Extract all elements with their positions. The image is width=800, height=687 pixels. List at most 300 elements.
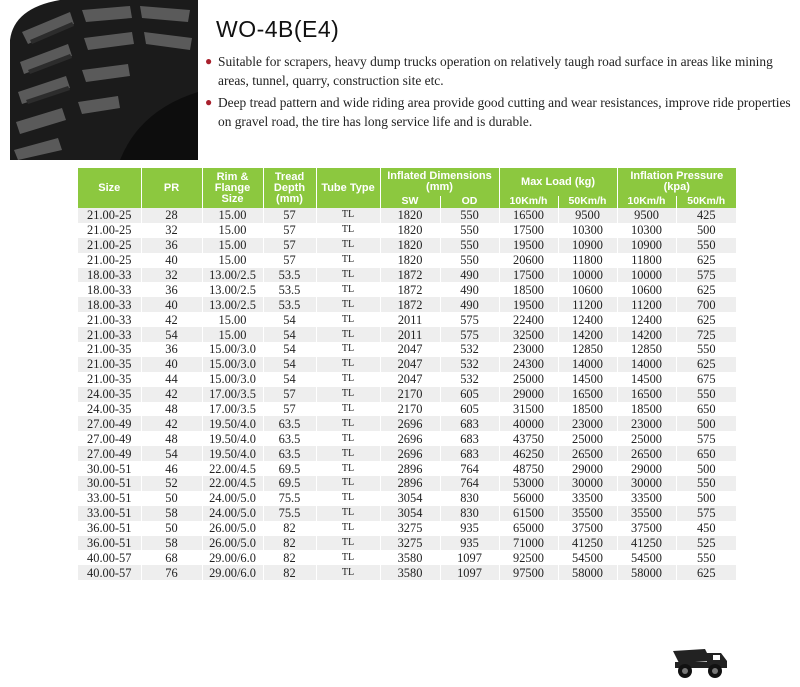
cell-tube: TL bbox=[316, 372, 380, 387]
cell-pr: 36 bbox=[141, 342, 202, 357]
cell-pressure-10: 18500 bbox=[617, 402, 676, 417]
cell-load-50: 30000 bbox=[558, 476, 617, 491]
cell-tread: 69.5 bbox=[263, 476, 316, 491]
cell-pressure-10: 35500 bbox=[617, 506, 676, 521]
cell-size: 40.00-57 bbox=[78, 565, 141, 580]
cell-tread: 75.5 bbox=[263, 506, 316, 521]
cell-sw: 1872 bbox=[380, 297, 440, 312]
cell-pressure-10: 9500 bbox=[617, 208, 676, 223]
cell-rim: 24.00/5.0 bbox=[202, 491, 263, 506]
cell-sw: 3054 bbox=[380, 506, 440, 521]
cell-load-10: 17500 bbox=[499, 268, 558, 283]
cell-sw: 2170 bbox=[380, 387, 440, 402]
cell-od: 550 bbox=[440, 208, 499, 223]
cell-load-10: 32500 bbox=[499, 327, 558, 342]
cell-sw: 1820 bbox=[380, 253, 440, 268]
cell-rim: 15.00 bbox=[202, 253, 263, 268]
cell-pr: 76 bbox=[141, 565, 202, 580]
cell-od: 532 bbox=[440, 357, 499, 372]
cell-tread: 53.5 bbox=[263, 282, 316, 297]
cell-load-50: 35500 bbox=[558, 506, 617, 521]
cell-size: 21.00-25 bbox=[78, 208, 141, 223]
cell-sw: 2696 bbox=[380, 416, 440, 431]
cell-pressure-50: 625 bbox=[676, 312, 736, 327]
cell-load-50: 25000 bbox=[558, 431, 617, 446]
cell-sw: 3275 bbox=[380, 536, 440, 551]
table-row bbox=[78, 297, 736, 312]
cell-pr: 50 bbox=[141, 521, 202, 536]
cell-tube: TL bbox=[316, 402, 380, 417]
cell-tube: TL bbox=[316, 342, 380, 357]
cell-tread: 82 bbox=[263, 521, 316, 536]
cell-pr: 48 bbox=[141, 402, 202, 417]
cell-load-50: 10300 bbox=[558, 223, 617, 238]
header-inflation-pressure: Inflation Pressure (kpa) bbox=[617, 168, 736, 196]
cell-od: 490 bbox=[440, 268, 499, 283]
cell-sw: 1872 bbox=[380, 282, 440, 297]
cell-load-10: 65000 bbox=[499, 521, 558, 536]
cell-tread: 54 bbox=[263, 357, 316, 372]
cell-size: 36.00-51 bbox=[78, 536, 141, 551]
header-max-load: Max Load (kg) bbox=[499, 168, 617, 196]
cell-od: 935 bbox=[440, 536, 499, 551]
cell-tread: 57 bbox=[263, 253, 316, 268]
cell-pr: 46 bbox=[141, 461, 202, 476]
cell-pressure-10: 54500 bbox=[617, 550, 676, 565]
cell-tread: 82 bbox=[263, 550, 316, 565]
cell-pressure-50: 500 bbox=[676, 416, 736, 431]
cell-load-50: 10900 bbox=[558, 238, 617, 253]
cell-pr: 40 bbox=[141, 357, 202, 372]
cell-rim: 15.00/3.0 bbox=[202, 342, 263, 357]
table-row bbox=[78, 223, 736, 238]
header-load-10: 10Km/h bbox=[499, 196, 558, 208]
feature-item bbox=[203, 93, 799, 131]
cell-pressure-10: 10600 bbox=[617, 282, 676, 297]
cell-tube: TL bbox=[316, 357, 380, 372]
cell-rim: 29.00/6.0 bbox=[202, 565, 263, 580]
cell-load-10: 23000 bbox=[499, 342, 558, 357]
table-row bbox=[78, 387, 736, 402]
cell-rim: 29.00/6.0 bbox=[202, 550, 263, 565]
cell-load-10: 20600 bbox=[499, 253, 558, 268]
cell-tread: 57 bbox=[263, 223, 316, 238]
cell-pr: 36 bbox=[141, 238, 202, 253]
cell-size: 27.00-49 bbox=[78, 431, 141, 446]
cell-load-10: 61500 bbox=[499, 506, 558, 521]
cell-size: 21.00-35 bbox=[78, 357, 141, 372]
cell-pressure-10: 14000 bbox=[617, 357, 676, 372]
cell-size: 18.00-33 bbox=[78, 282, 141, 297]
cell-load-50: 41250 bbox=[558, 536, 617, 551]
cell-pressure-50: 450 bbox=[676, 521, 736, 536]
table-row bbox=[78, 253, 736, 268]
cell-sw: 2047 bbox=[380, 357, 440, 372]
cell-tube: TL bbox=[316, 238, 380, 253]
cell-load-50: 23000 bbox=[558, 416, 617, 431]
cell-size: 21.00-25 bbox=[78, 223, 141, 238]
cell-pressure-50: 550 bbox=[676, 550, 736, 565]
header-size: Size bbox=[78, 168, 141, 208]
cell-pressure-10: 30000 bbox=[617, 476, 676, 491]
cell-od: 550 bbox=[440, 223, 499, 238]
product-title: WO-4B(E4) bbox=[216, 16, 340, 42]
cell-od: 575 bbox=[440, 327, 499, 342]
feature-item bbox=[203, 52, 799, 90]
cell-load-10: 40000 bbox=[499, 416, 558, 431]
cell-pressure-10: 23000 bbox=[617, 416, 676, 431]
cell-sw: 2896 bbox=[380, 461, 440, 476]
cell-od: 532 bbox=[440, 342, 499, 357]
dump-truck-icon bbox=[671, 645, 731, 679]
cell-load-10: 18500 bbox=[499, 282, 558, 297]
cell-rim: 26.00/5.0 bbox=[202, 536, 263, 551]
cell-tube: TL bbox=[316, 208, 380, 223]
cell-od: 490 bbox=[440, 297, 499, 312]
cell-load-10: 19500 bbox=[499, 238, 558, 253]
cell-load-50: 12400 bbox=[558, 312, 617, 327]
cell-sw: 2047 bbox=[380, 342, 440, 357]
cell-rim: 13.00/2.5 bbox=[202, 297, 263, 312]
cell-load-50: 10600 bbox=[558, 282, 617, 297]
cell-load-50: 58000 bbox=[558, 565, 617, 580]
cell-pressure-50: 500 bbox=[676, 223, 736, 238]
bullet-icon: ● bbox=[205, 95, 213, 109]
cell-pressure-10: 14200 bbox=[617, 327, 676, 342]
cell-sw: 3275 bbox=[380, 521, 440, 536]
cell-load-10: 31500 bbox=[499, 402, 558, 417]
cell-size: 21.00-33 bbox=[78, 327, 141, 342]
cell-size: 21.00-25 bbox=[78, 253, 141, 268]
cell-load-10: 19500 bbox=[499, 297, 558, 312]
cell-sw: 2011 bbox=[380, 312, 440, 327]
cell-pressure-50: 550 bbox=[676, 238, 736, 253]
header-load-50: 50Km/h bbox=[558, 196, 617, 208]
header-dimensions: Inflated Dimensions (mm) bbox=[380, 168, 499, 196]
cell-tube: TL bbox=[316, 550, 380, 565]
cell-sw: 2696 bbox=[380, 431, 440, 446]
cell-sw: 2696 bbox=[380, 446, 440, 461]
feature-text: Suitable for scrapers, heavy dump trucks operation on relatively taugh road surface in areas like mining areas, tunnel, quarry, construction site etc. bbox=[218, 54, 773, 88]
cell-od: 935 bbox=[440, 521, 499, 536]
cell-tube: TL bbox=[316, 431, 380, 446]
cell-sw: 3054 bbox=[380, 491, 440, 506]
cell-pressure-50: 550 bbox=[676, 342, 736, 357]
cell-pressure-10: 10000 bbox=[617, 268, 676, 283]
cell-size: 24.00-35 bbox=[78, 387, 141, 402]
cell-tread: 75.5 bbox=[263, 491, 316, 506]
cell-tube: TL bbox=[316, 268, 380, 283]
table-row bbox=[78, 327, 736, 342]
header-tube: Tube Type bbox=[316, 168, 380, 208]
cell-pr: 68 bbox=[141, 550, 202, 565]
cell-tube: TL bbox=[316, 223, 380, 238]
cell-tread: 57 bbox=[263, 387, 316, 402]
spec-table-body bbox=[78, 208, 736, 580]
table-row bbox=[78, 565, 736, 580]
cell-sw: 1820 bbox=[380, 223, 440, 238]
cell-pressure-50: 575 bbox=[676, 268, 736, 283]
cell-pr: 42 bbox=[141, 387, 202, 402]
header-sw: SW bbox=[380, 196, 440, 208]
cell-tread: 63.5 bbox=[263, 431, 316, 446]
cell-tread: 54 bbox=[263, 342, 316, 357]
cell-od: 683 bbox=[440, 446, 499, 461]
cell-size: 21.00-25 bbox=[78, 238, 141, 253]
cell-sw: 2047 bbox=[380, 372, 440, 387]
cell-pressure-50: 625 bbox=[676, 253, 736, 268]
cell-tube: TL bbox=[316, 536, 380, 551]
cell-od: 605 bbox=[440, 402, 499, 417]
cell-tube: TL bbox=[316, 282, 380, 297]
table-row bbox=[78, 506, 736, 521]
table-row bbox=[78, 208, 736, 223]
table-row bbox=[78, 372, 736, 387]
header-pressure-50: 50Km/h bbox=[676, 196, 736, 208]
table-row bbox=[78, 268, 736, 283]
cell-pressure-50: 525 bbox=[676, 536, 736, 551]
cell-load-10: 16500 bbox=[499, 208, 558, 223]
cell-rim: 15.00 bbox=[202, 312, 263, 327]
cell-load-10: 46250 bbox=[499, 446, 558, 461]
cell-sw: 2170 bbox=[380, 402, 440, 417]
header-od: OD bbox=[440, 196, 499, 208]
cell-sw: 2896 bbox=[380, 476, 440, 491]
cell-sw: 1820 bbox=[380, 208, 440, 223]
cell-tube: TL bbox=[316, 446, 380, 461]
cell-rim: 13.00/2.5 bbox=[202, 268, 263, 283]
cell-size: 27.00-49 bbox=[78, 416, 141, 431]
cell-tube: TL bbox=[316, 387, 380, 402]
table-row bbox=[78, 521, 736, 536]
table-row bbox=[78, 491, 736, 506]
cell-pressure-10: 12850 bbox=[617, 342, 676, 357]
cell-od: 830 bbox=[440, 491, 499, 506]
cell-tube: TL bbox=[316, 491, 380, 506]
cell-pr: 40 bbox=[141, 253, 202, 268]
table-row bbox=[78, 446, 736, 461]
header-rim: Rim & Flange Size bbox=[202, 168, 263, 208]
cell-load-50: 14000 bbox=[558, 357, 617, 372]
cell-tread: 53.5 bbox=[263, 268, 316, 283]
cell-sw: 1820 bbox=[380, 238, 440, 253]
table-row bbox=[78, 282, 736, 297]
cell-pressure-50: 725 bbox=[676, 327, 736, 342]
cell-load-10: 43750 bbox=[499, 431, 558, 446]
cell-pressure-10: 11800 bbox=[617, 253, 676, 268]
cell-od: 605 bbox=[440, 387, 499, 402]
cell-size: 40.00-57 bbox=[78, 550, 141, 565]
cell-rim: 19.50/4.0 bbox=[202, 416, 263, 431]
cell-tread: 63.5 bbox=[263, 446, 316, 461]
cell-pressure-50: 500 bbox=[676, 491, 736, 506]
cell-od: 683 bbox=[440, 416, 499, 431]
cell-od: 550 bbox=[440, 253, 499, 268]
cell-rim: 19.50/4.0 bbox=[202, 446, 263, 461]
table-row bbox=[78, 416, 736, 431]
cell-od: 1097 bbox=[440, 550, 499, 565]
cell-tread: 54 bbox=[263, 312, 316, 327]
cell-od: 683 bbox=[440, 431, 499, 446]
cell-load-50: 16500 bbox=[558, 387, 617, 402]
header-tread: Tread Depth (mm) bbox=[263, 168, 316, 208]
cell-load-50: 14500 bbox=[558, 372, 617, 387]
cell-pr: 36 bbox=[141, 282, 202, 297]
cell-rim: 24.00/5.0 bbox=[202, 506, 263, 521]
cell-pressure-10: 25000 bbox=[617, 431, 676, 446]
cell-size: 27.00-49 bbox=[78, 446, 141, 461]
cell-size: 24.00-35 bbox=[78, 402, 141, 417]
cell-tread: 82 bbox=[263, 565, 316, 580]
cell-tread: 57 bbox=[263, 208, 316, 223]
cell-pressure-10: 29000 bbox=[617, 461, 676, 476]
cell-pressure-10: 33500 bbox=[617, 491, 676, 506]
cell-load-50: 29000 bbox=[558, 461, 617, 476]
table-row bbox=[78, 431, 736, 446]
cell-pr: 44 bbox=[141, 372, 202, 387]
cell-tube: TL bbox=[316, 297, 380, 312]
table-row bbox=[78, 476, 736, 491]
cell-pr: 54 bbox=[141, 446, 202, 461]
cell-pr: 48 bbox=[141, 431, 202, 446]
cell-od: 575 bbox=[440, 312, 499, 327]
cell-rim: 15.00/3.0 bbox=[202, 372, 263, 387]
cell-rim: 17.00/3.5 bbox=[202, 402, 263, 417]
cell-size: 30.00-51 bbox=[78, 461, 141, 476]
tire-tread-image bbox=[0, 0, 198, 160]
cell-load-10: 53000 bbox=[499, 476, 558, 491]
cell-od: 490 bbox=[440, 282, 499, 297]
table-row bbox=[78, 536, 736, 551]
cell-tube: TL bbox=[316, 521, 380, 536]
cell-size: 18.00-33 bbox=[78, 268, 141, 283]
cell-size: 21.00-33 bbox=[78, 312, 141, 327]
cell-rim: 22.00/4.5 bbox=[202, 461, 263, 476]
table-row bbox=[78, 357, 736, 372]
cell-load-50: 12850 bbox=[558, 342, 617, 357]
cell-pressure-10: 16500 bbox=[617, 387, 676, 402]
cell-rim: 17.00/3.5 bbox=[202, 387, 263, 402]
cell-od: 532 bbox=[440, 372, 499, 387]
cell-size: 21.00-35 bbox=[78, 372, 141, 387]
cell-tread: 82 bbox=[263, 536, 316, 551]
cell-rim: 19.50/4.0 bbox=[202, 431, 263, 446]
cell-pr: 28 bbox=[141, 208, 202, 223]
bullet-icon: ● bbox=[205, 54, 213, 68]
cell-pressure-10: 12400 bbox=[617, 312, 676, 327]
cell-pr: 42 bbox=[141, 312, 202, 327]
cell-sw: 1872 bbox=[380, 268, 440, 283]
cell-rim: 15.00 bbox=[202, 238, 263, 253]
cell-pressure-50: 650 bbox=[676, 446, 736, 461]
cell-pressure-50: 425 bbox=[676, 208, 736, 223]
cell-load-10: 71000 bbox=[499, 536, 558, 551]
table-row bbox=[78, 312, 736, 327]
cell-sw: 2011 bbox=[380, 327, 440, 342]
cell-pressure-10: 37500 bbox=[617, 521, 676, 536]
cell-size: 33.00-51 bbox=[78, 491, 141, 506]
cell-load-10: 97500 bbox=[499, 565, 558, 580]
cell-sw: 3580 bbox=[380, 550, 440, 565]
cell-load-50: 37500 bbox=[558, 521, 617, 536]
cell-load-50: 11800 bbox=[558, 253, 617, 268]
cell-tube: TL bbox=[316, 253, 380, 268]
cell-tread: 57 bbox=[263, 238, 316, 253]
cell-pressure-10: 10300 bbox=[617, 223, 676, 238]
cell-pressure-10: 10900 bbox=[617, 238, 676, 253]
cell-load-50: 10000 bbox=[558, 268, 617, 283]
cell-od: 1097 bbox=[440, 565, 499, 580]
cell-tread: 63.5 bbox=[263, 416, 316, 431]
cell-rim: 15.00/3.0 bbox=[202, 357, 263, 372]
cell-load-10: 17500 bbox=[499, 223, 558, 238]
cell-pressure-50: 625 bbox=[676, 282, 736, 297]
cell-od: 764 bbox=[440, 476, 499, 491]
cell-tread: 54 bbox=[263, 327, 316, 342]
cell-load-50: 9500 bbox=[558, 208, 617, 223]
cell-pr: 42 bbox=[141, 416, 202, 431]
cell-pr: 32 bbox=[141, 223, 202, 238]
cell-load-10: 22400 bbox=[499, 312, 558, 327]
cell-tread: 69.5 bbox=[263, 461, 316, 476]
cell-pressure-50: 650 bbox=[676, 402, 736, 417]
cell-tube: TL bbox=[316, 416, 380, 431]
cell-load-50: 11200 bbox=[558, 297, 617, 312]
cell-pressure-10: 58000 bbox=[617, 565, 676, 580]
cell-size: 30.00-51 bbox=[78, 476, 141, 491]
cell-tube: TL bbox=[316, 461, 380, 476]
cell-tube: TL bbox=[316, 506, 380, 521]
cell-pressure-50: 550 bbox=[676, 387, 736, 402]
cell-pr: 50 bbox=[141, 491, 202, 506]
cell-load-10: 92500 bbox=[499, 550, 558, 565]
cell-pressure-10: 41250 bbox=[617, 536, 676, 551]
cell-pressure-50: 700 bbox=[676, 297, 736, 312]
table-row bbox=[78, 461, 736, 476]
cell-pressure-50: 575 bbox=[676, 431, 736, 446]
cell-pr: 32 bbox=[141, 268, 202, 283]
cell-rim: 22.00/4.5 bbox=[202, 476, 263, 491]
cell-pressure-50: 500 bbox=[676, 461, 736, 476]
cell-od: 550 bbox=[440, 238, 499, 253]
cell-sw: 3580 bbox=[380, 565, 440, 580]
cell-pressure-10: 26500 bbox=[617, 446, 676, 461]
header-pressure-10: 10Km/h bbox=[617, 196, 676, 208]
cell-tread: 53.5 bbox=[263, 297, 316, 312]
cell-pr: 54 bbox=[141, 327, 202, 342]
cell-od: 830 bbox=[440, 506, 499, 521]
cell-tube: TL bbox=[316, 476, 380, 491]
cell-size: 21.00-35 bbox=[78, 342, 141, 357]
header-pr: PR bbox=[141, 168, 202, 208]
cell-pressure-10: 11200 bbox=[617, 297, 676, 312]
cell-tube: TL bbox=[316, 312, 380, 327]
cell-pressure-10: 14500 bbox=[617, 372, 676, 387]
cell-load-10: 48750 bbox=[499, 461, 558, 476]
cell-pressure-50: 675 bbox=[676, 372, 736, 387]
cell-pressure-50: 625 bbox=[676, 357, 736, 372]
cell-size: 33.00-51 bbox=[78, 506, 141, 521]
feature-list bbox=[203, 52, 799, 134]
cell-tube: TL bbox=[316, 327, 380, 342]
cell-rim: 15.00 bbox=[202, 327, 263, 342]
cell-rim: 26.00/5.0 bbox=[202, 521, 263, 536]
feature-text: Deep tread pattern and wide riding area provide good cutting and wear resistances, improve ride properties on gravel road, the tire has long service life and is durable. bbox=[218, 95, 791, 129]
cell-tread: 57 bbox=[263, 402, 316, 417]
table-row bbox=[78, 342, 736, 357]
table-row bbox=[78, 550, 736, 565]
cell-rim: 15.00 bbox=[202, 223, 263, 238]
